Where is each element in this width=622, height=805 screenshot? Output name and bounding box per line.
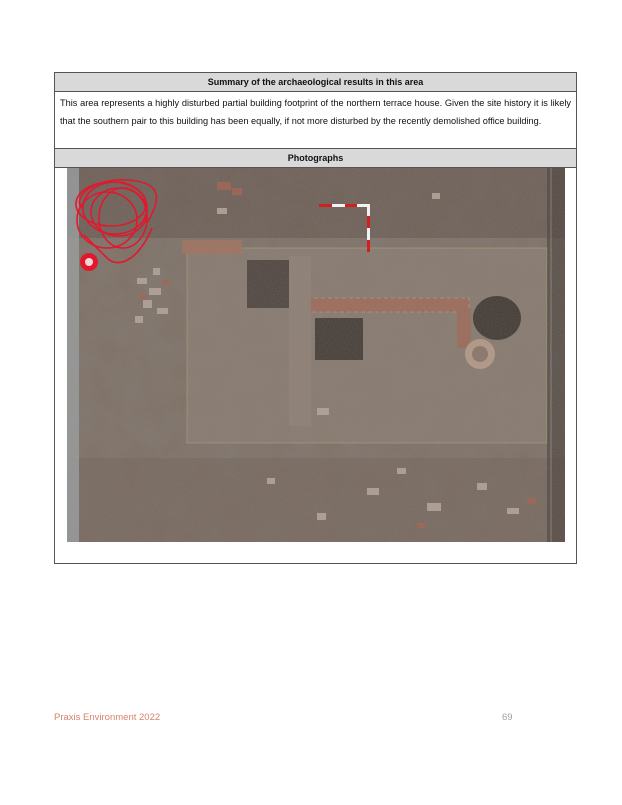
cable-reel bbox=[80, 253, 98, 271]
summary-text: This area represents a highly disturbed partial building footprint of the northern terrace house. Given the site history it is likely that the southern pair to this building has been equally, if not more disturbed by the recently demolished office building. bbox=[55, 92, 576, 149]
summary-table bbox=[54, 72, 577, 564]
photo-cell bbox=[55, 168, 576, 563]
footer-company: Praxis Environment 2022 bbox=[54, 712, 161, 723]
excavation-aerial-photo bbox=[67, 168, 565, 542]
photographs-heading: Photographs bbox=[55, 149, 576, 168]
ground-grain bbox=[67, 168, 565, 542]
excavation-photo-graphic bbox=[67, 168, 565, 542]
summary-heading: Summary of the archaeological results in this area bbox=[55, 73, 576, 92]
footer-page-number: 69 bbox=[502, 712, 513, 723]
